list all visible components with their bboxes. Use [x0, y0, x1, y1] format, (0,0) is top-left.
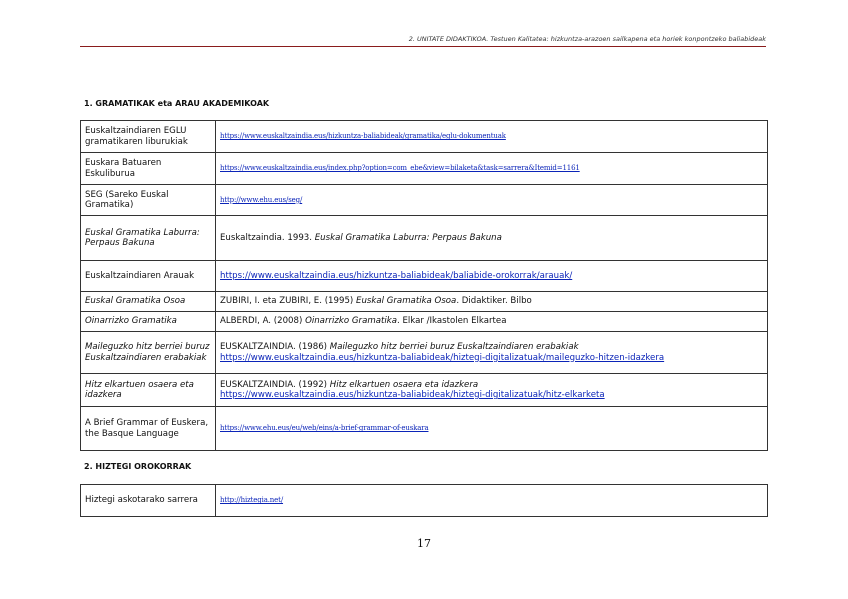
section-title-grammars: 1. GRAMATIKAK eta ARAU AKADEMIKOAK [84, 99, 270, 108]
table-row [81, 407, 768, 451]
ref-authors: ALBERDI, A. (2008) [220, 316, 306, 327]
ref-authors: EUSKALTZAINDIA. (1986) [220, 342, 330, 352]
table-row [81, 153, 768, 185]
resource-link[interactable]: http://www.ehu.eus/seg/ [220, 195, 303, 204]
running-header: 2. UNITATE DIDAKTIKOA. Testuen Kalitatea: hizkuntza-arazoen sailkapena eta horiek konpontzeko baliabideak [408, 35, 766, 43]
dictionary-resources-table [80, 484, 768, 517]
resource-name: Hiztegi askotarako sarrera [81, 485, 216, 517]
resource-name: Hitz elkartuen osaera eta idazkera [81, 374, 216, 407]
header-rule [80, 46, 766, 47]
page-number: 17 [417, 537, 431, 550]
table-row [81, 292, 768, 312]
resource-ref [216, 185, 768, 216]
resource-link[interactable]: http://hiztegia.net/ [220, 496, 284, 505]
resource-link[interactable]: https://www.ehu.eus/eu/web/eins/a-brief-grammar-of-euskara [220, 424, 429, 433]
ref-authors: EUSKALTZAINDIA. (1992) [220, 379, 330, 390]
table-row [81, 185, 768, 216]
grammar-resources-table [80, 120, 768, 451]
ref-title: Euskal Gramatika Laburra: Perpaus Bakuna [314, 232, 502, 243]
resource-ref [216, 261, 768, 292]
resource-ref [216, 292, 768, 312]
resource-ref [216, 312, 768, 332]
resource-ref [216, 332, 768, 374]
table-row [81, 374, 768, 407]
resource-ref [216, 216, 768, 261]
resource-name: Euskal Gramatika Osoa [81, 292, 216, 312]
ref-authors: Euskaltzaindia. 1993. [220, 232, 315, 243]
resource-link[interactable]: https://www.euskaltzaindia.eus/hizkuntza-baliabideak/hiztegi-digitalizatuak/maileguzko-hitzen-idazkera [220, 352, 665, 363]
resource-name: SEG (Sareko Euskal Gramatika) [81, 185, 216, 216]
ref-title: Maileguzko hitz berriei buruz Euskaltzaindiaren erabakiak [329, 342, 579, 352]
table-row [81, 332, 768, 374]
resource-ref [216, 374, 768, 407]
table-row [81, 312, 768, 332]
section-title-dictionaries: 2. HIZTEGI OROKORRAK [84, 462, 192, 471]
resource-name: Euskaltzaindiaren EGLU gramatikaren liburukiak [81, 121, 216, 153]
resource-ref [216, 407, 768, 451]
resource-link[interactable]: https://www.euskaltzaindia.eus/index.php?option=com_ebe&view=bilaketa&task=sarrera&Itemid=1161 [220, 164, 580, 173]
resource-link[interactable]: https://www.euskaltzaindia.eus/hizkuntza-baliabideak/hiztegi-digitalizatuak/hitz-elkarketa [220, 390, 605, 400]
resource-ref [216, 485, 768, 517]
resource-name: Euskara Batuaren Eskuliburua [81, 153, 216, 185]
table-row [81, 121, 768, 153]
ref-title: Hitz elkartuen osaera eta idazkera [329, 379, 479, 390]
ref-publisher: . Elkar /Ikastolen Elkartea [396, 316, 507, 327]
resource-name: Euskal Gramatika Laburra: Perpaus Bakuna [81, 216, 216, 261]
table-row [81, 216, 768, 261]
table-row [81, 261, 768, 292]
ref-publisher: . Didaktiker. Bilbo [456, 296, 532, 307]
ref-title: Oinarrizko Gramatika [305, 316, 397, 327]
ref-title: Euskal Gramatika Osoa [356, 296, 457, 307]
resource-ref [216, 121, 768, 153]
table-row [81, 485, 768, 517]
resource-name: Maileguzko hitz berriei buruz Euskaltzaindiaren erabakiak [81, 332, 216, 374]
resource-name: A Brief Grammar of Euskera, the Basque Language [81, 407, 216, 451]
resource-name: Euskaltzaindiaren Arauak [81, 261, 216, 292]
resource-name: Oinarrizko Gramatika [81, 312, 216, 332]
resource-link[interactable]: https://www.euskaltzaindia.eus/hizkuntza-baliabideak/baliabide-orokorrak/arauak/ [220, 270, 573, 281]
ref-authors: ZUBIRI, I. eta ZUBIRI, E. (1995) [220, 296, 357, 307]
resource-link[interactable]: https://www.euskaltzaindia.eus/hizkuntza-baliabideak/gramatika/eglu-dokumentuak [220, 132, 506, 141]
resource-ref [216, 153, 768, 185]
